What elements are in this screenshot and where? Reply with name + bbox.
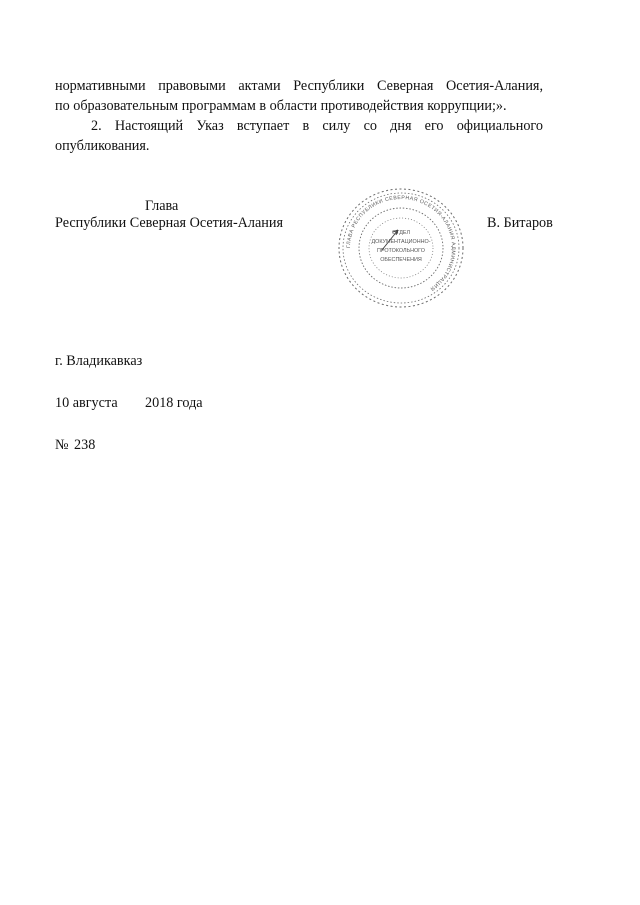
official-seal [336,186,466,310]
seal-center-line: ПРОТОКОЛЬНОГО [377,248,425,254]
signature-title-line1: Глава [145,198,179,214]
paragraph-continuation [55,76,543,116]
date-day-month: 10 августа [55,395,118,411]
seal-center-line: ОТДЕЛ [391,230,411,236]
paragraph-line: 2. Настоящий Указ вступает в силу со дня его официального [91,118,543,134]
paragraph-line: по образовательным программам в области противодействия коррупции;». [55,98,507,114]
paragraph-line: нормативными правовыми актами Республики Северная Осетия-Алания, [55,78,543,94]
seal-ring-text: ГЛАВА РЕСПУБЛИКИ СЕВЕРНАЯ ОСЕТИЯ-АЛАНИЯ АДМИНИСТРАЦИЯ [345,194,457,292]
paragraph-line: опубликования. [55,138,150,154]
place-of-signing: г. Владикавказ [55,353,143,369]
number-label: № [55,437,69,453]
signature-title-line2: Республики Северная Осетия-Алания [55,215,284,231]
paragraph-2 [55,116,543,156]
seal-center-line: ОБЕСПЕЧЕНИЯ [380,257,422,263]
number-value: 238 [74,437,96,453]
date-year: 2018 года [145,395,203,411]
seal-center-line: ДОКУМЕНТАЦИОННО- [371,239,431,245]
signer-name: В. Битаров [487,215,553,231]
